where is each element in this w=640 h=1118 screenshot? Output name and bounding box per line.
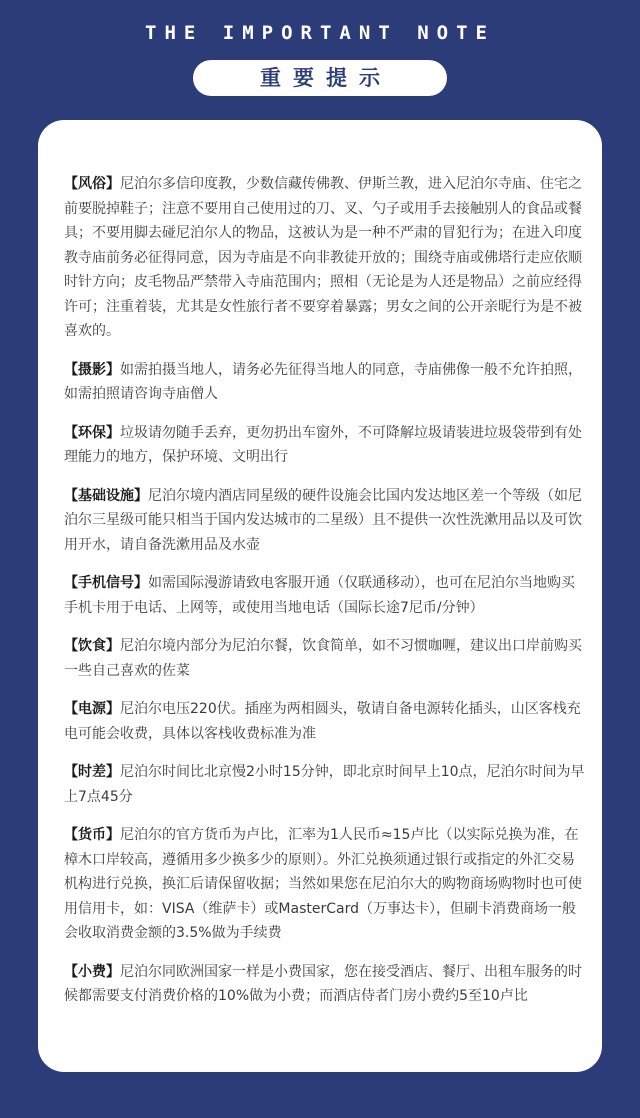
note-tag: 【电源】 (64, 701, 120, 717)
note-tag: 【小费】 (64, 963, 120, 980)
note-text: 如需拍摄当地人，请务必先征得当地人的同意，寺庙佛像一般不允许拍照，如需拍照请咨询寺庙僧人 (64, 361, 582, 402)
note-item-power (64, 697, 587, 746)
note-text: 尼泊尔时间比北京慢2小时15分钟，即北京时间早上10点，尼泊尔时间为早上7点45分 (64, 764, 585, 805)
note-item-food (64, 634, 587, 683)
note-item-environment (64, 421, 587, 470)
note-item-currency (64, 823, 587, 946)
note-text: 尼泊尔多信印度教，少数信藏传佛教、伊斯兰教，进入尼泊尔寺庙、住宅之前要脱掉鞋子；注意不要用自己使用过的刀、叉、勺子或用手去接触别人的食品或餐具；不要用脚去碰尼泊尔人的物品，这被认为是一种不严肃的冒犯行为；在进入印度教寺庙前务必征得同意，因为寺庙是不向非教徒开放的；围绕寺庙或佛塔行走应依顺时针方向；皮毛物品严禁带入寺庙范围内；照相（无论是为人还是物品）之前应经得许可；注重着装，尤其是女性旅行者不要穿着暴露；男女之间的公开亲昵行为是不被喜欢的。 (64, 176, 582, 339)
note-item-photography (64, 358, 587, 407)
note-item-customs (64, 172, 587, 344)
note-tag: 【基础设施】 (64, 487, 148, 504)
note-item-time-difference (64, 760, 587, 809)
note-tag: 【货币】 (64, 827, 120, 843)
note-tag: 【手机信号】 (64, 575, 148, 591)
note-text: 尼泊尔的官方货币为卢比，汇率为1人民币≈15卢比（以实际兑换为准，在樟木口岸较高，遵循用多少换多少的原则）。外汇兑换须通过银行或指定的外汇交易机构进行兑换，换汇后请保留收据；当然如果您在尼泊尔大的购物商场购物时也可使用信用卡，如：VISA（维萨卡）或MasterCard（万事达卡），但刷卡消费商场一般会收取消费金额的3.5%做为手续费 (64, 827, 582, 941)
note-text: 尼泊尔电压220伏。插座为两相圆头，敬请自备电源转化插头，山区客栈充电可能会收费，具体以客栈收费标准为准 (64, 701, 581, 742)
note-tag: 【摄影】 (64, 361, 120, 378)
note-text: 尼泊尔境内酒店同星级的硬件设施会比国内发达地区差一个等级（如尼泊尔三星级可能只相当于国内发达城市的二星级）且不提供一次性洗漱用品以及可饮用开水，请自备洗漱用品及水壶 (64, 487, 582, 553)
note-tag: 【饮食】 (64, 638, 120, 654)
note-tag: 【环保】 (64, 424, 120, 441)
page-title: 重要提示 (193, 60, 447, 96)
note-text: 尼泊尔同欧洲国家一样是小费国家，您在接受酒店、餐厅、出租车服务的时候都需要支付消费价格的10%做为小费；而酒店侍者门房小费约5至10卢比 (64, 963, 582, 1004)
note-tag: 【风俗】 (64, 176, 120, 192)
note-tag: 【时差】 (64, 764, 120, 780)
header-eyebrow: THE IMPORTANT NOTE (145, 22, 495, 44)
note-text: 垃圾请勿随手丢弃，更勿扔出车窗外，不可降解垃圾请装进垃圾袋带到有处理能力的地方，保护环境、文明出行 (64, 424, 582, 465)
note-item-mobile-signal (64, 571, 587, 620)
notes-card (38, 120, 602, 1072)
note-text: 如需国际漫游请致电客服开通（仅联通移动），也可在尼泊尔当地购买手机卡用于电话、上网等，或使用当地电话（国际长途7尼币/分钟） (64, 575, 575, 616)
note-item-infrastructure (64, 484, 587, 558)
note-item-tipping (64, 960, 587, 1009)
note-text: 尼泊尔境内部分为尼泊尔餐，饮食简单，如不习惯咖喱，建议出口岸前购买一些自己喜欢的佐菜 (64, 638, 582, 679)
